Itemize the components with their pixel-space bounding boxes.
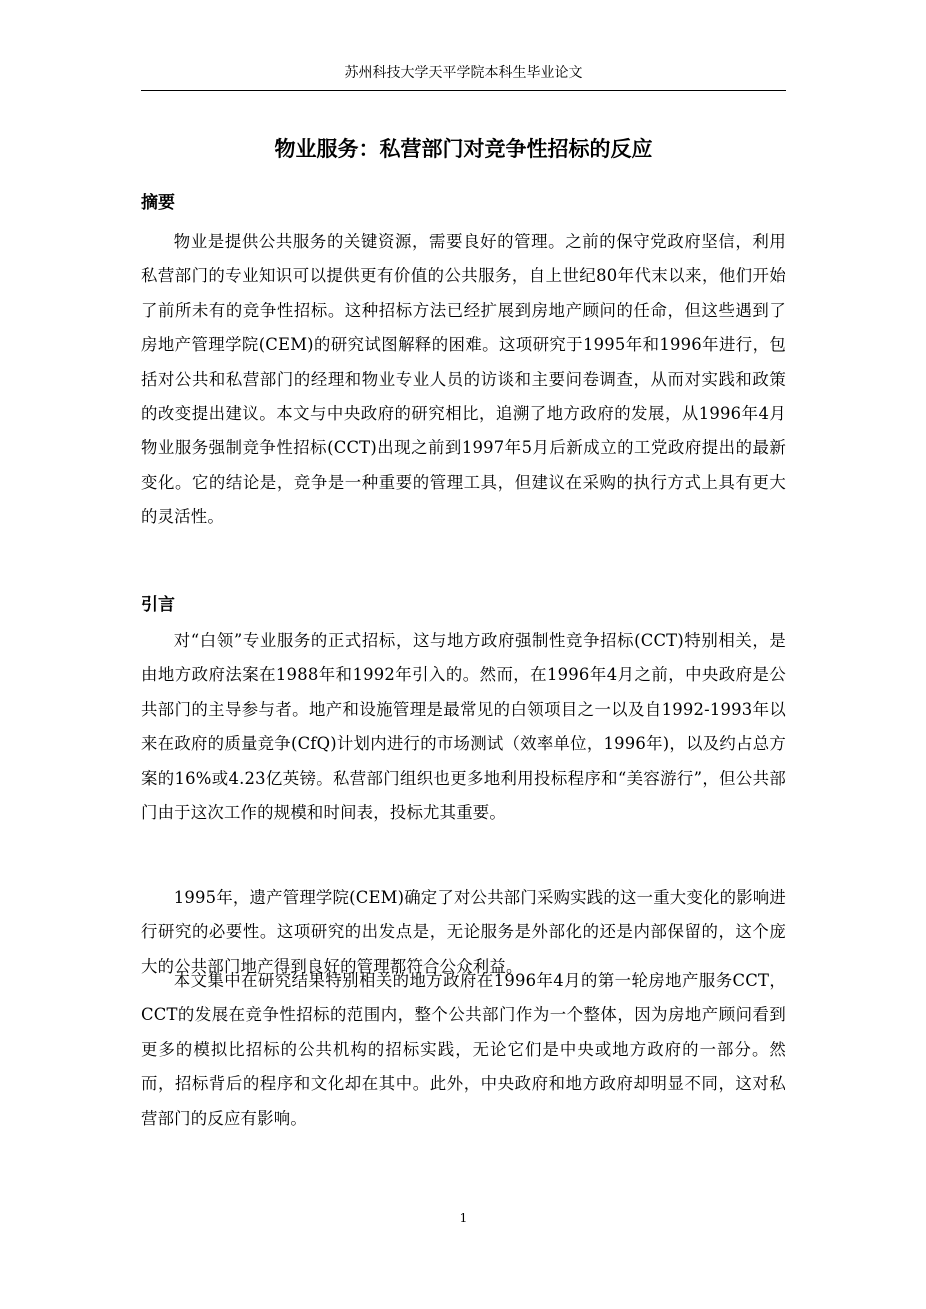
introduction-heading: 引言 (141, 595, 175, 615)
introduction-paragraph-1: 对“白领”专业服务的正式招标，这与地方政府强制性竞争招标(CCT)特别相关，是由地方政府法案在1988年和1992年引入的。然而，在1996年4月之前，中央政府是公共部门的主导参与者。地产和设施管理是最常见的白领项目之一以及自1992-1993年以来在政府的质量竞争(CfQ)计划内进行的市场测试（效率单位，1996年)，以及约占总方案的16%或4.23亿英镑。私营部门组织也更多地利用投标程序和“美容游行”，但公共部门由于这次工作的规模和时间表，投标尤其重要。 (141, 631, 786, 823)
header-text: 苏州科技大学天平学院本科生毕业论文 (344, 65, 583, 81)
page-header (141, 58, 786, 91)
document-title: 物业服务：私营部门对竞争性招标的反应 (274, 137, 653, 161)
page-number: 1 (459, 1211, 468, 1225)
abstract-heading: 摘要 (141, 193, 175, 213)
introduction-paragraph-3: 本文集中在研究结果特别相关的地方政府在1996年4月的第一轮房地产服务CCT，CCT的发展在竞争性招标的范围内，整个公共部门作为一个整体，因为房地产顾问看到更多的模拟比招标的公共机构的招标实践，无论它们是中央或地方政府的一部分。然而，招标背后的程序和文化却在其中。此外，中央政府和地方政府却明显不同，这对私营部门的反应有影响。 (141, 971, 786, 1128)
introduction-paragraph-2: 1995年，遗产管理学院(CEM)确定了对公共部门采购实践的这一重大变化的影响进行研究的必要性。这项研究的出发点是，无论服务是外部化的还是内部保留的，这个庞大的公共部门地产得到良好的管理都符合公众利益。 (141, 888, 786, 976)
abstract-paragraph: 物业是提供公共服务的关键资源，需要良好的管理。之前的保守党政府坚信，利用私营部门的专业知识可以提供更有价值的公共服务，自上世纪80年代末以来，他们开始了前所未有的竞争性招标。这种招标方法已经扩展到房地产顾问的任命，但这些遇到了房地产管理学院(CEM)的研究试图解释的困难。这项研究于1995年和1996年进行，包括对公共和私营部门的经理和物业专业人员的访谈和主要问卷调查，从而对实践和政策的改变提出建议。本文与中央政府的研究相比，追溯了地方政府的发展，从1996年4月物业服务强制竞争性招标(CCT)出现之前到1997年5月后新成立的工党政府提出的最新变化。它的结论是，竞争是一种重要的管理工具，但建议在采购的执行方式上具有更大的灵活性。 (141, 232, 786, 527)
